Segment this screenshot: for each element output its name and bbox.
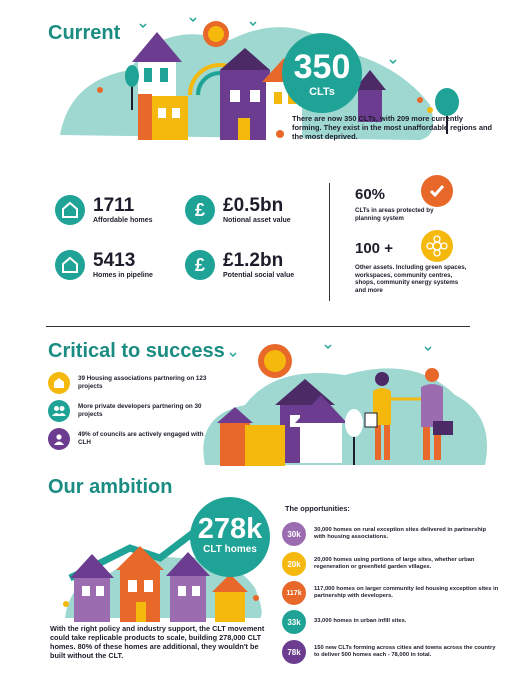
opportunity-text: 20,000 homes using portions of large sites, whether urban regeneration or greenfield garden villages.	[314, 556, 475, 570]
house-icon	[55, 250, 85, 280]
partnership-illustration	[195, 335, 495, 475]
opportunity-badge: 30k	[282, 522, 306, 546]
critical-item-text: More private developers partnering on 30 projects	[78, 403, 202, 418]
current-title: Current	[48, 22, 121, 44]
stat-homes-pipeline	[55, 250, 153, 280]
opportunity-text: 117,000 homes on larger community led housing exception sites in partnership with developers.	[314, 585, 499, 599]
stat-assets-label: Other assets. Including green spaces, workspaces, community centres, shops, community energy systems and more	[355, 264, 467, 294]
clt-count-value: 350	[293, 48, 351, 86]
opportunity-badge: 33k	[282, 610, 306, 634]
stat-label: Homes in pipeline	[93, 271, 153, 279]
opportunity-text: 30,000 homes on rural exception sites delivered in partnership with housing associations.	[314, 526, 487, 540]
clt-count-badge	[282, 33, 362, 113]
stat-value: 5413	[93, 249, 136, 271]
stat-value: 1711	[93, 194, 135, 216]
stat-social-value	[185, 250, 294, 280]
opportunity-text: 150 new CLTs forming across cities and towns across the country to deliver 500 homes each - 78,000 in total.	[314, 644, 496, 658]
critical-item-text: 49% of councils are actively engaged with CLH	[78, 431, 204, 446]
opportunity-text: 33,000 homes in urban infill sites.	[314, 618, 407, 625]
house-icon	[48, 372, 70, 394]
pound-icon: £	[185, 250, 215, 280]
opportunity-item	[282, 640, 499, 664]
stat-protected-value: 60%	[355, 186, 386, 203]
stat-value: £1.2bn	[223, 249, 284, 271]
ambition-homes-unit: CLT homes	[203, 544, 257, 555]
ambition-homes-badge	[190, 497, 270, 577]
stat-protected-label: CLTs in areas protected by planning system	[355, 207, 434, 222]
vertical-divider	[329, 183, 330, 301]
ambition-title: Our ambition	[48, 476, 173, 498]
critical-title: Critical to success	[48, 340, 225, 362]
critical-item	[48, 400, 218, 422]
opportunity-badge: 78k	[282, 640, 306, 664]
critical-item-text: 39 Housing associations partnering on 123 projects	[78, 375, 207, 390]
people-icon	[48, 400, 70, 422]
stat-asset-value	[185, 195, 291, 225]
stat-affordable-homes	[55, 195, 153, 225]
flower-icon	[421, 230, 453, 262]
opportunity-item	[282, 522, 499, 546]
check-icon	[421, 175, 453, 207]
ambition-description: With the right policy and industry support, the CLT movement could take replicable products to scale, building 278,000 CLT homes. 80% of these homes are additional, they wouldn't be built without the CLT.	[50, 624, 265, 660]
stat-label: Potential social value	[223, 271, 295, 279]
clt-count-unit: CLTs	[309, 86, 335, 98]
stat-label: Affordable homes	[93, 216, 153, 224]
critical-item	[48, 372, 218, 394]
opportunity-item	[282, 552, 499, 576]
stat-assets-value: 100 +	[355, 240, 393, 257]
clt-description: There are now 350 CLTs, with 209 more currently forming. They exist in the most unaffordable regions and the most deprived.	[292, 114, 492, 141]
pound-icon: £	[185, 195, 215, 225]
opportunity-item	[282, 610, 499, 634]
person-icon	[48, 428, 70, 450]
section-divider	[46, 326, 470, 327]
stat-value: £0.5bn	[223, 194, 284, 216]
opportunity-badge: 117k	[282, 581, 306, 605]
opportunities-title: The opportunities:	[285, 504, 350, 513]
critical-item	[48, 428, 218, 450]
stat-label: Notional asset value	[223, 216, 291, 224]
opportunity-item	[282, 581, 499, 605]
ambition-homes-value: 278k	[197, 513, 263, 545]
opportunity-badge: 20k	[282, 552, 306, 576]
house-icon	[55, 195, 85, 225]
